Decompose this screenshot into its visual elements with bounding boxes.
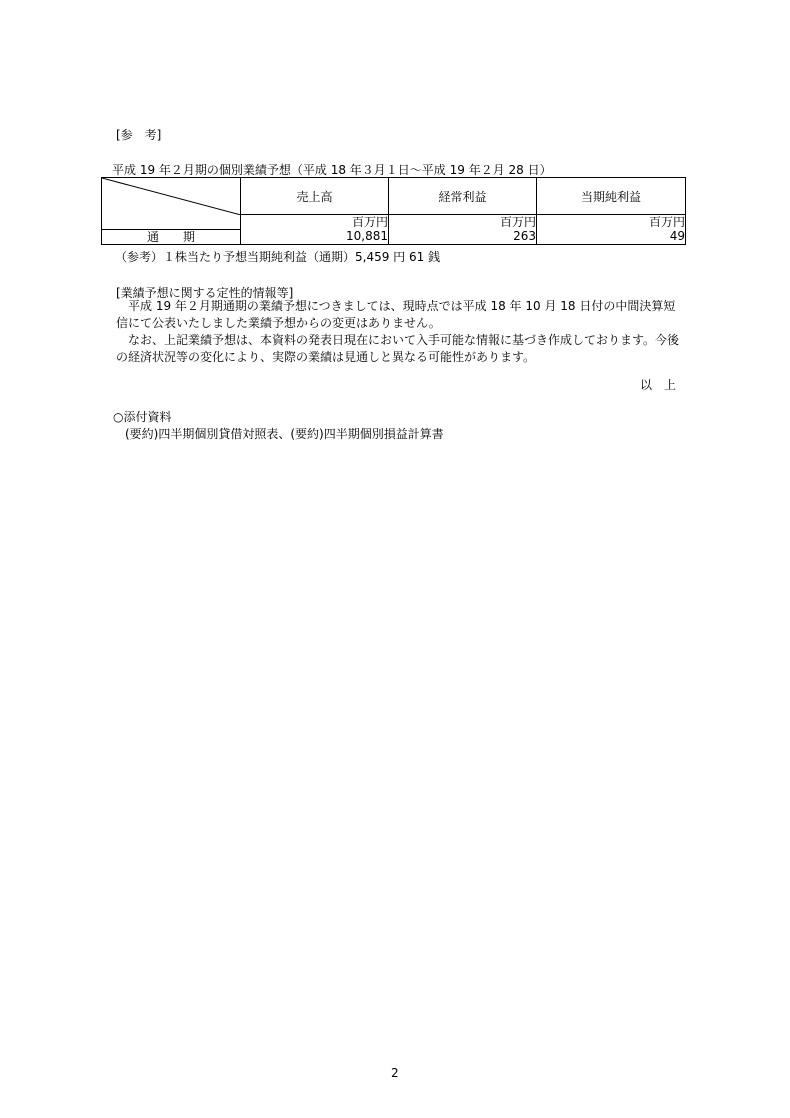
header-sales: 売上高 [241,178,389,215]
unit-net-income: 百万円 [537,215,686,230]
row-label-full-year: 通 期 [102,229,241,244]
header-net-income: 当期純利益 [537,178,686,215]
qualitative-paragraph-2 [116,332,686,366]
diagonal-line [102,178,241,215]
value-net-income [537,229,686,244]
closing-mark: 以 上 [640,378,677,392]
qualitative-paragraph-1-text: 平成 19 年２月期通期の業績予想につきましては、現時点では平成 18 年 10 月 18 日付の中間決算短信にて公表いたしました業績予想からの変更はありません。 [116,299,676,330]
value-net-income-text: 49 [669,229,685,244]
unit-sales: 百万円 [241,215,389,230]
qualitative-paragraph-2-text: なお、上記業績予想は、本資料の発表日現在において入手可能な情報に基づき作成しております。今後の経済状況等の変化により、実際の業績は見通しと異なる可能性があります。 [116,333,680,364]
attachments-item: (要約)四半期個別貸借対照表、(要約)四半期個別損益計算書 [125,427,444,441]
value-sales [241,229,389,244]
qualitative-paragraph-1 [116,298,686,332]
reference-heading: [参 考] [116,128,162,142]
page-number: 2 [391,1066,399,1080]
eps-note: （参考）１株当たり予想当期純利益（通期）5,459 円 61 銭 [115,250,441,264]
value-ordinary-income [389,229,537,244]
diagonal-header-cell [102,178,241,230]
unit-ordinary-income: 百万円 [389,215,537,230]
header-ordinary-income: 経常利益 [389,178,537,215]
forecast-table [101,177,686,245]
forecast-title: 平成 19 年２月期の個別業績予想（平成 18 年３月１日～平成 19 年２月 28 日） [112,163,552,177]
value-ordinary-income-text: 263 [513,229,536,244]
value-sales-text: 10,881 [346,229,388,244]
attachments-heading: ○添付資料 [113,410,172,424]
qualitative-heading: [業績予想に関する定性的情報等] [116,286,294,300]
